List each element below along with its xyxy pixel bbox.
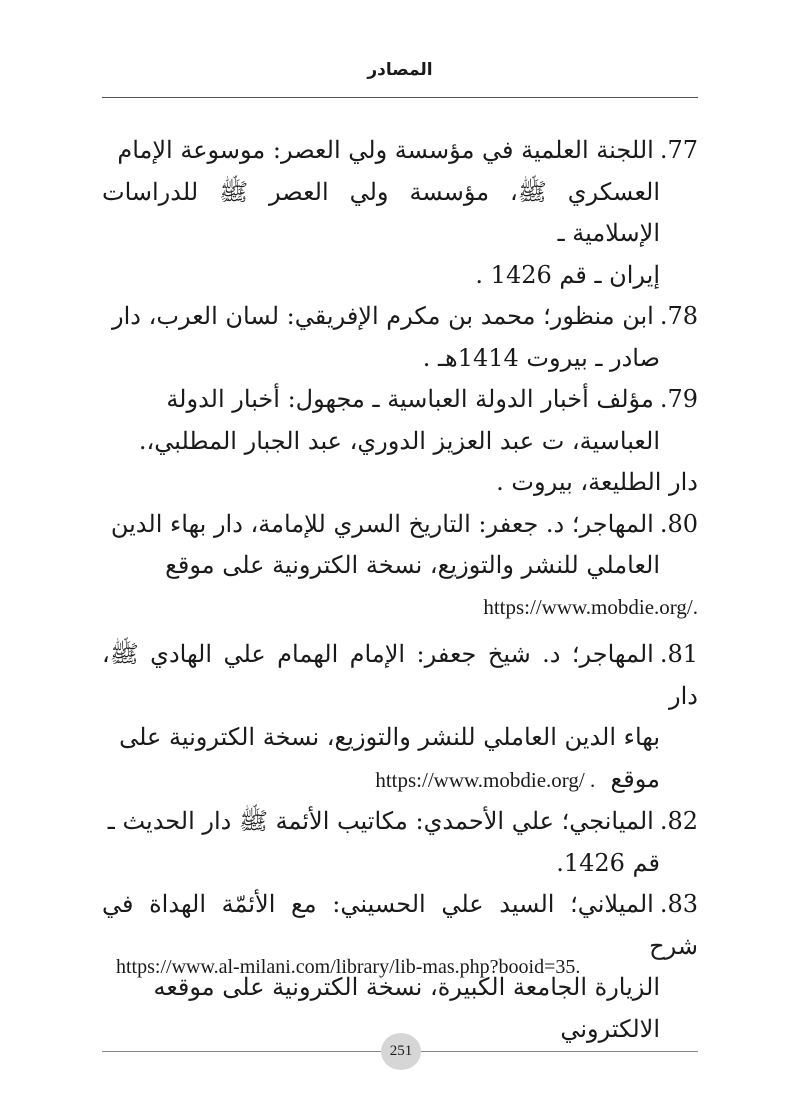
reference-entry-82 xyxy=(102,801,698,884)
page-number-badge: 251 xyxy=(381,1033,421,1070)
entry-number: 83. xyxy=(659,890,698,918)
entry-text: الزيارة الجامعة الكبيرة، نسخة الكترونية على موقعه xyxy=(153,973,660,1001)
entry-text: مؤلف أخبار الدولة العباسية ـ مجهول: أخبار الدولة xyxy=(166,385,654,413)
entry-text: العباسية، ت عبد العزيز الدوري، عبد الجبار المطلبي،. xyxy=(138,426,660,455)
entry-text: صادر ـ بيروت 1414هـ . xyxy=(422,343,660,372)
entry-number: 79. xyxy=(659,385,698,413)
entry-number: 77. xyxy=(659,136,698,164)
entry-text: ابن منظور؛ محمد بن مكرم الإفريقي: لسان العرب، دار xyxy=(112,302,654,330)
entry-number: 82. xyxy=(659,807,698,835)
entry-text: قم 1426. xyxy=(556,848,660,877)
entry-url[interactable]: https://www.mobdie.org/ . xyxy=(375,767,596,792)
entry-text: الالكتروني xyxy=(560,1014,660,1043)
reference-entry-81 xyxy=(102,634,698,801)
entry-text: العاملي للنشر والتوزيع، نسخة الكترونية على موقع xyxy=(165,551,660,579)
entry-text: إيران ـ قم 1426 . xyxy=(475,260,660,289)
entry-number: 80. xyxy=(659,509,698,538)
entry-text: المهاجر؛ د. شيخ جعفر: الإمام الهمام علي الهادي ﷺ، دار xyxy=(102,640,698,710)
entry-text: الميلاني؛ السيد علي الحسيني: مع الأئمّة الهداة في شرح xyxy=(102,890,698,960)
references-list xyxy=(102,130,698,1050)
reference-entry-77 xyxy=(102,130,698,296)
entry-text: المهاجر؛ د. جعفر: التاريخ السري للإمامة، دار بهاء الدين xyxy=(110,509,654,538)
entry-text: العسكري ﷺ، مؤسسة ولي العصر ﷺ للدراسات الإسلامية ـ xyxy=(102,177,660,247)
reference-entry-79 xyxy=(102,379,698,504)
header-divider xyxy=(102,97,698,98)
entry-number: 81. xyxy=(659,640,698,668)
entry-number: 78. xyxy=(659,302,698,330)
footer-divider-right xyxy=(418,1051,698,1052)
footer-divider-left xyxy=(102,1051,384,1052)
page-header-title: المصادر xyxy=(367,60,433,80)
entry-text: بهاء الدين العاملي للنشر والتوزيع، نسخة الكترونية على xyxy=(119,723,660,751)
entry-text: موقع xyxy=(610,764,660,793)
entry-text: دار الطليعة، بيروت . xyxy=(496,468,698,496)
reference-url[interactable]: https://www.al-milani.com/library/lib-mas.php?booid=35. xyxy=(116,956,581,978)
reference-entry-80 xyxy=(102,504,698,629)
entry-url[interactable]: https://www.mobdie.org/. xyxy=(483,594,698,619)
reference-entry-78 xyxy=(102,296,698,379)
entry-text: الميانجي؛ علي الأحمدي: مكاتيب الأئمة ﷺ دار الحديث ـ xyxy=(107,807,654,835)
entry-text: اللجنة العلمية في مؤسسة ولي العصر: موسوعة الإمام xyxy=(117,136,654,164)
